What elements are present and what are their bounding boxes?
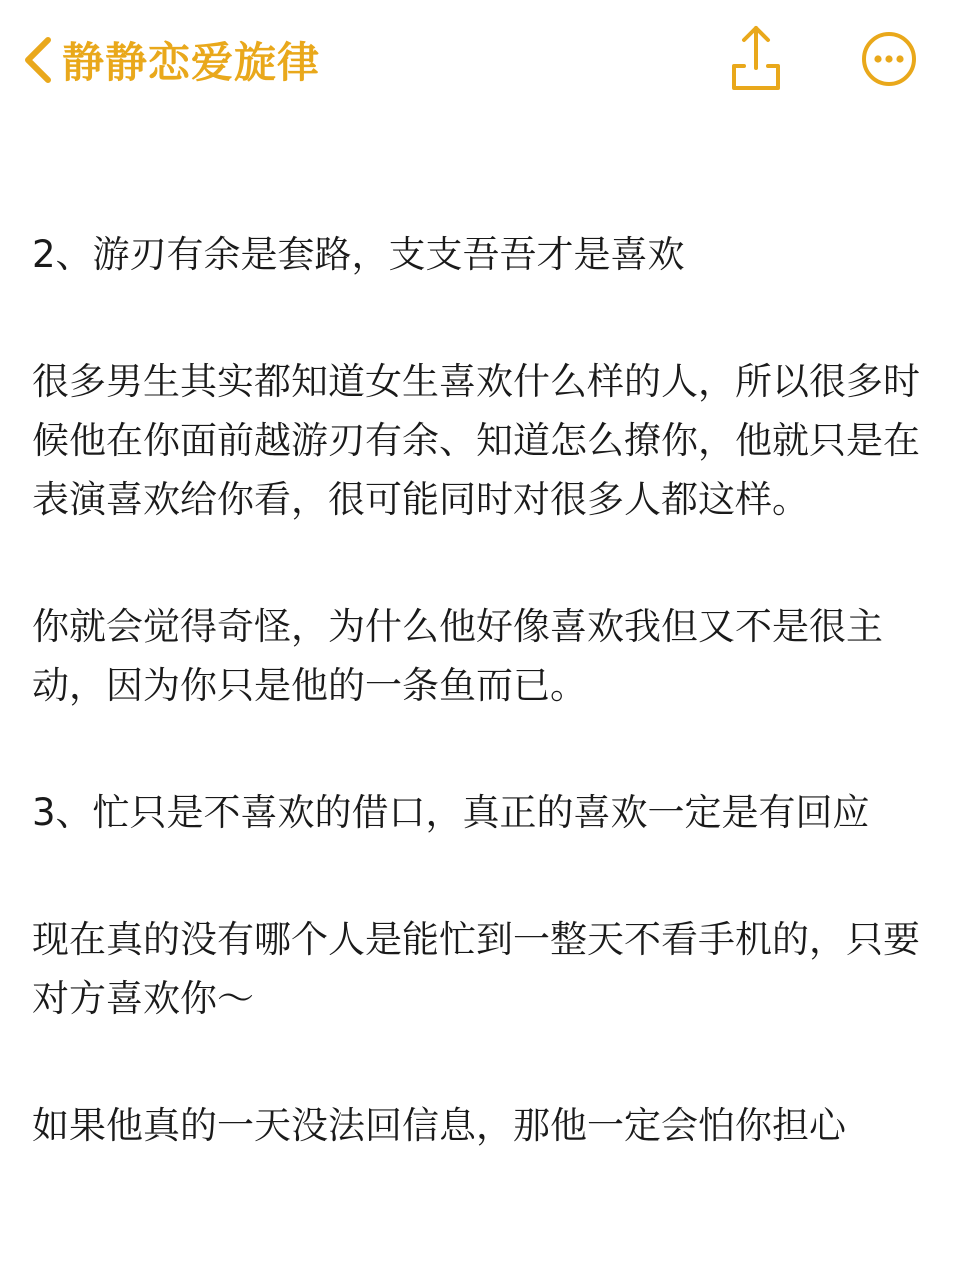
share-button[interactable]: [726, 22, 786, 92]
section-2-paragraph-2: 你就会觉得奇怪，为什么他好像喜欢我但又不是很主动，因为你只是他的一条鱼而已。: [32, 605, 883, 707]
section-3-paragraph-1: 现在真的没有哪个人是能忙到一整天不看手机的，只要对方喜欢你～: [32, 918, 920, 1020]
more-options-button[interactable]: [860, 30, 918, 88]
navigation-bar: [0, 0, 960, 120]
back-button[interactable]: [18, 28, 320, 92]
chevron-left-icon: [18, 32, 58, 88]
back-button-label: 静静恋爱旋律: [62, 38, 321, 87]
section-3-heading: 3、忙只是不喜欢的借口，真正的喜欢一定是有回应: [32, 791, 870, 834]
share-icon: [726, 22, 786, 92]
section-2-heading: 2、游刃有余是套路，支支吾吾才是喜欢: [32, 233, 685, 276]
section-2-paragraph-1: 很多男生其实都知道女生喜欢什么样的人，所以很多时候他在你面前越游刃有余、知道怎么撩你，他就只是在表演喜欢给你看，很可能同时对很多人都这样。: [32, 360, 920, 521]
note-content: [32, 225, 932, 1155]
section-3-paragraph-2: 如果他真的一天没法回信息，那他一定会怕你担心: [32, 1104, 846, 1147]
more-icon: [860, 30, 918, 88]
